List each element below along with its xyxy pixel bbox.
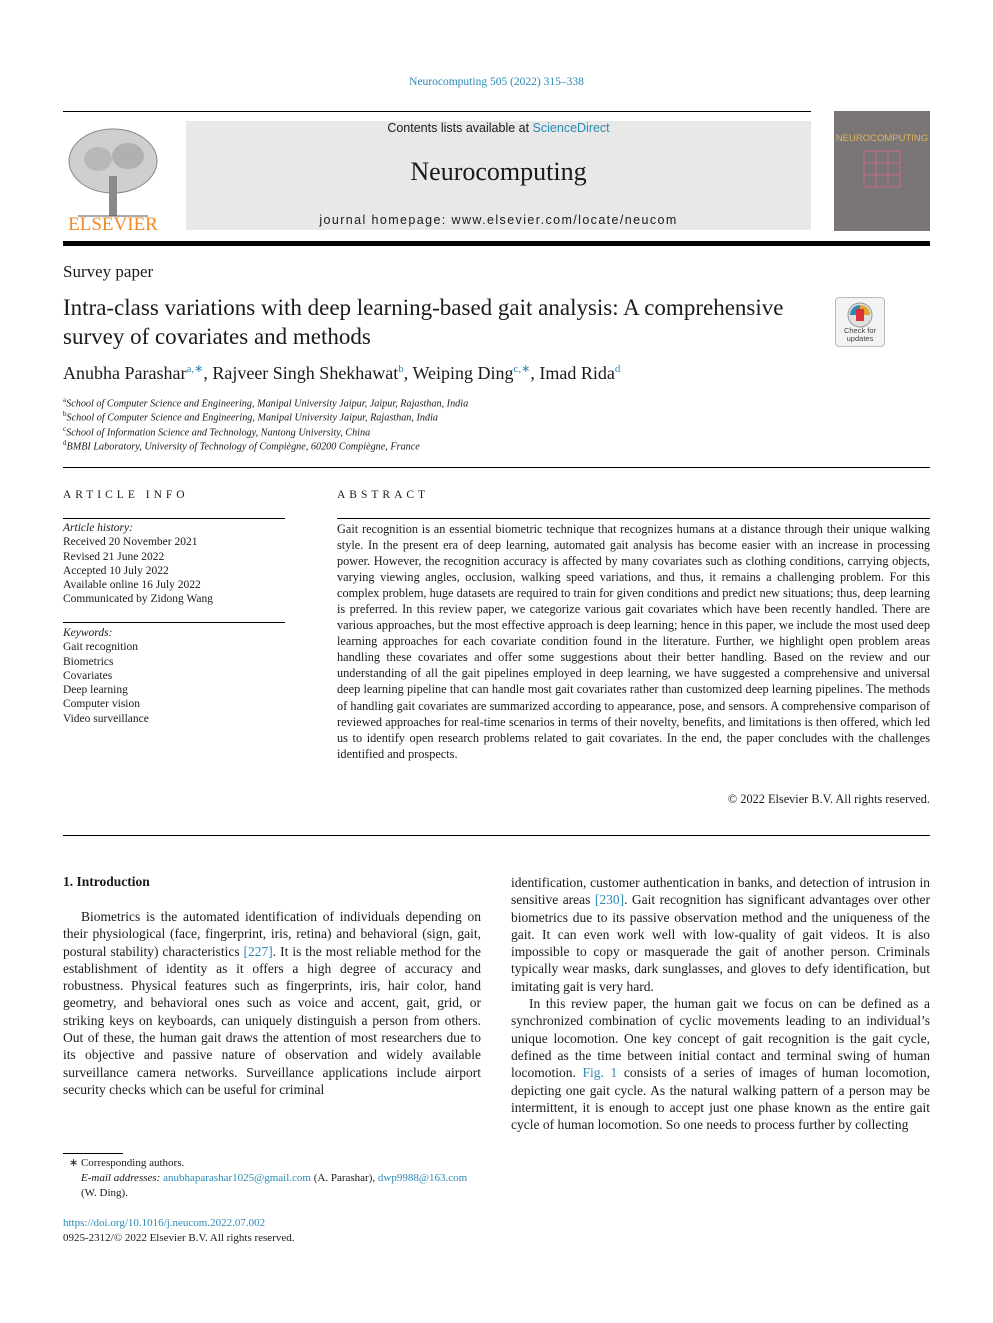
author-sup[interactable]: a,∗	[186, 363, 204, 375]
footnote-rule	[63, 1153, 123, 1154]
article-info-heading: ARTICLE INFO	[63, 489, 189, 501]
affiliation: $^d$BMBI Laboratory, University of Technology of Compiègne, 60200 Compiègne, France	[63, 439, 420, 453]
intro-left-column	[63, 908, 481, 1098]
author-name: Imad Rida	[539, 363, 615, 383]
journal-homepage[interactable]: journal homepage: www.elsevier.com/locate/neucom	[319, 213, 678, 227]
reference-link[interactable]: [227]	[243, 943, 273, 959]
affiliation: $^c$School of Information Science and Technology, Nantong University, China	[63, 425, 371, 439]
elsevier-logo	[63, 121, 163, 233]
paragraph: In this review paper, the human gait we focus on can be defined as a synchronized combination of cyclic movements leading to an individual’s unique locomotion. One key concept of gait recognition is the gait cycle, defined as the time between initial contact and terminal swing of human locomotion. Fig. 1 consists of a series of images of human locomotion, depicting one gait cycle. As the natural walking pattern of a person may be intermittent, it is enough to accept just one phase known as the entire gait cycle of human locomotion. So one needs to process further by collecting	[511, 996, 930, 1133]
journal-name: Neurocomputing	[410, 157, 587, 186]
cover-title: NEUROCOMPUTING	[835, 133, 929, 144]
keyword: Covariates	[63, 669, 113, 682]
divider	[63, 835, 930, 836]
check-for-updates-button[interactable]	[835, 297, 885, 347]
divider	[337, 518, 930, 519]
paragraph: identification, customer authentication in banks, and detection of intrusion in sensitive areas [230]. Gait recognition has significant advantages over other biometrics due to its passive observation method and the uniqueness of the gait. It can even work well with low-quality of gait videos. It is also impossible to copy or masquerade the gait of another person. Criminals typically wear masks, dark sunglasses, and gloves to defy identification, but imitating gait is very hard.	[511, 875, 930, 994]
divider	[63, 111, 811, 112]
journal-citation[interactable]: Neurocomputing 505 (2022) 315–338	[409, 76, 584, 88]
email-note: E-mail addresses: anubhaparashar1025@gmail.com (A. Parashar), dwp9988@163.com (W. Ding).	[81, 1172, 468, 1199]
paragraph: Biometrics is the automated identification of individuals depending on their physiological (face, fingerprint, iris, retina) and behavioral (sign, gait, postural stability) characteristics [227]. It is the most reliable method for the establishment of identity as it offers a high degree of accuracy and robustness. Physical features such as fingerprints, iris, hair color, hand geometry, and behavioral ones such as voice and accent, gait, grid, or striking keys on keyboards, can uniquely distinguish a person from others. Out of these, the human gait draws the attention of most researchers due to its objective and passive nature of observation and widely available surveillance camera networks. Surveillance applications include airport security checks which can be useful for criminal	[63, 909, 481, 1097]
author-list: Anubha Parashar$^{a,∗}$, Rajveer Singh Shekhawat$^b$, Weiping Ding$^{c,∗}$, Imad Rida$^d$	[63, 363, 621, 383]
contents-line: Contents lists available at ScienceDirect	[387, 121, 610, 135]
affiliation: $^a$School of Computer Science and Engineering, Manipal University Jaipur, Jaipur, Rajasthan, India	[63, 396, 469, 410]
abstract-copyright: © 2022 Elsevier B.V. All rights reserved.	[727, 792, 930, 806]
section-title: 1. Introduction	[63, 874, 150, 889]
doi-link[interactable]: https://doi.org/10.1016/j.neucom.2022.07.002	[63, 1217, 266, 1229]
keyword: Gait recognition	[63, 641, 139, 654]
svg-text:ELSEVIER: ELSEVIER	[68, 214, 158, 233]
author-sup[interactable]: b	[398, 363, 404, 375]
footnotes	[63, 1156, 481, 1201]
sciencedirect-link[interactable]: ScienceDirect	[532, 121, 610, 135]
article-history: Article history: Received 20 November 2021 Revised 21 June 2022 Accepted 10 July 2022 Available online 16 July 2022 Communicated by Zidong Wang	[63, 522, 213, 606]
author-name: Weiping Ding	[412, 363, 514, 383]
abstract-heading: ABSTRACT	[337, 489, 430, 501]
article-title: Intra-class variations with deep learning-based gait analysis: A comprehensive survey of covariates and methods	[63, 295, 784, 349]
author-name: Anubha Parashar	[63, 363, 187, 383]
history-item: Revised 21 June 2022	[63, 550, 165, 563]
keyword: Deep learning	[63, 684, 128, 697]
journal-cover-image	[834, 111, 930, 231]
abstract-text: Gait recognition is an essential biometric technique that recognizes humans at a distance through their unique walking style. In the present era of deep learning, automated gait analysis has become easier with an increase in processing power. However, the recognition accuracy is affected by many covariates such as clothing conditions, carrying objects, varying viewing angles, occlusion, walking speed variations, and thus, it remains a challenging problem. For this complex problem, huge datasets are required to train for given conditions and predict new situations; thus, deep learning is preferred. In this review paper, we categorize various gait covariates which have been recently handled. There are various approaches, but the most effective approach is deep learning; hence in this paper, we include the most used deep learning approaches for each covariate condition found in the literature. Further, we highlight open problem areas handling these covariates and offer some suggestions about their better handling. Based on the review and our understanding of all the gait pipelines employed in deep learning, we have suggested a comprehensive and universal deep learning pipeline that can handle most gait covariates rather than customized deep learning pipelines. The methods of handling gait covariates are summarized according to appearance, pose, and sensors. A comprehensive comparison of reviewed approaches for real-time scenarios in terms of their novelty, benefits, and limitations is then offered, which led us to identify open research problems related to gait covariates. In the end, the paper concludes with the challenges identified and prospects.	[337, 522, 930, 761]
issn-line: 0925-2312/© 2022 Elsevier B.V. All rights reserved.	[63, 1231, 295, 1244]
doi-block	[63, 1216, 295, 1245]
author-sup[interactable]: d	[614, 363, 621, 375]
history-item: Communicated by Zidong Wang	[63, 593, 213, 606]
author-sup[interactable]: c,∗	[513, 363, 531, 375]
keyword: Video surveillance	[63, 712, 149, 725]
divider	[63, 467, 930, 468]
intro-right-column	[511, 874, 930, 1133]
divider	[63, 622, 285, 623]
check-updates-label: Check for updates	[843, 326, 877, 343]
keyword: Computer vision	[63, 698, 140, 711]
header-rule	[63, 241, 930, 246]
corresponding-note: ∗ Corresponding authors.	[69, 1157, 185, 1169]
divider	[63, 518, 285, 519]
reference-link[interactable]: [230]	[594, 892, 625, 908]
history-item: Received 20 November 2021	[63, 536, 198, 549]
affiliation: $^b$School of Computer Science and Engineering, Manipal University Jaipur, Rajasthan, India	[63, 410, 439, 424]
history-item: Accepted 10 July 2022	[63, 564, 169, 577]
history-item: Available online 16 July 2022	[63, 579, 201, 592]
keywords: Keywords: Gait recognition Biometrics Covariates Deep learning Computer vision Video surveillance	[63, 627, 149, 725]
article-type: Survey paper	[63, 262, 154, 281]
keyword: Biometrics	[63, 655, 114, 668]
figure-link[interactable]: Fig. 1	[582, 1065, 618, 1081]
author-name: Rajveer Singh Shekhawat	[212, 363, 399, 383]
email-link[interactable]: dwp9988@163.com	[377, 1172, 468, 1184]
email-link[interactable]: anubhaparashar1025@gmail.com	[163, 1172, 311, 1184]
journal-banner	[186, 121, 811, 230]
